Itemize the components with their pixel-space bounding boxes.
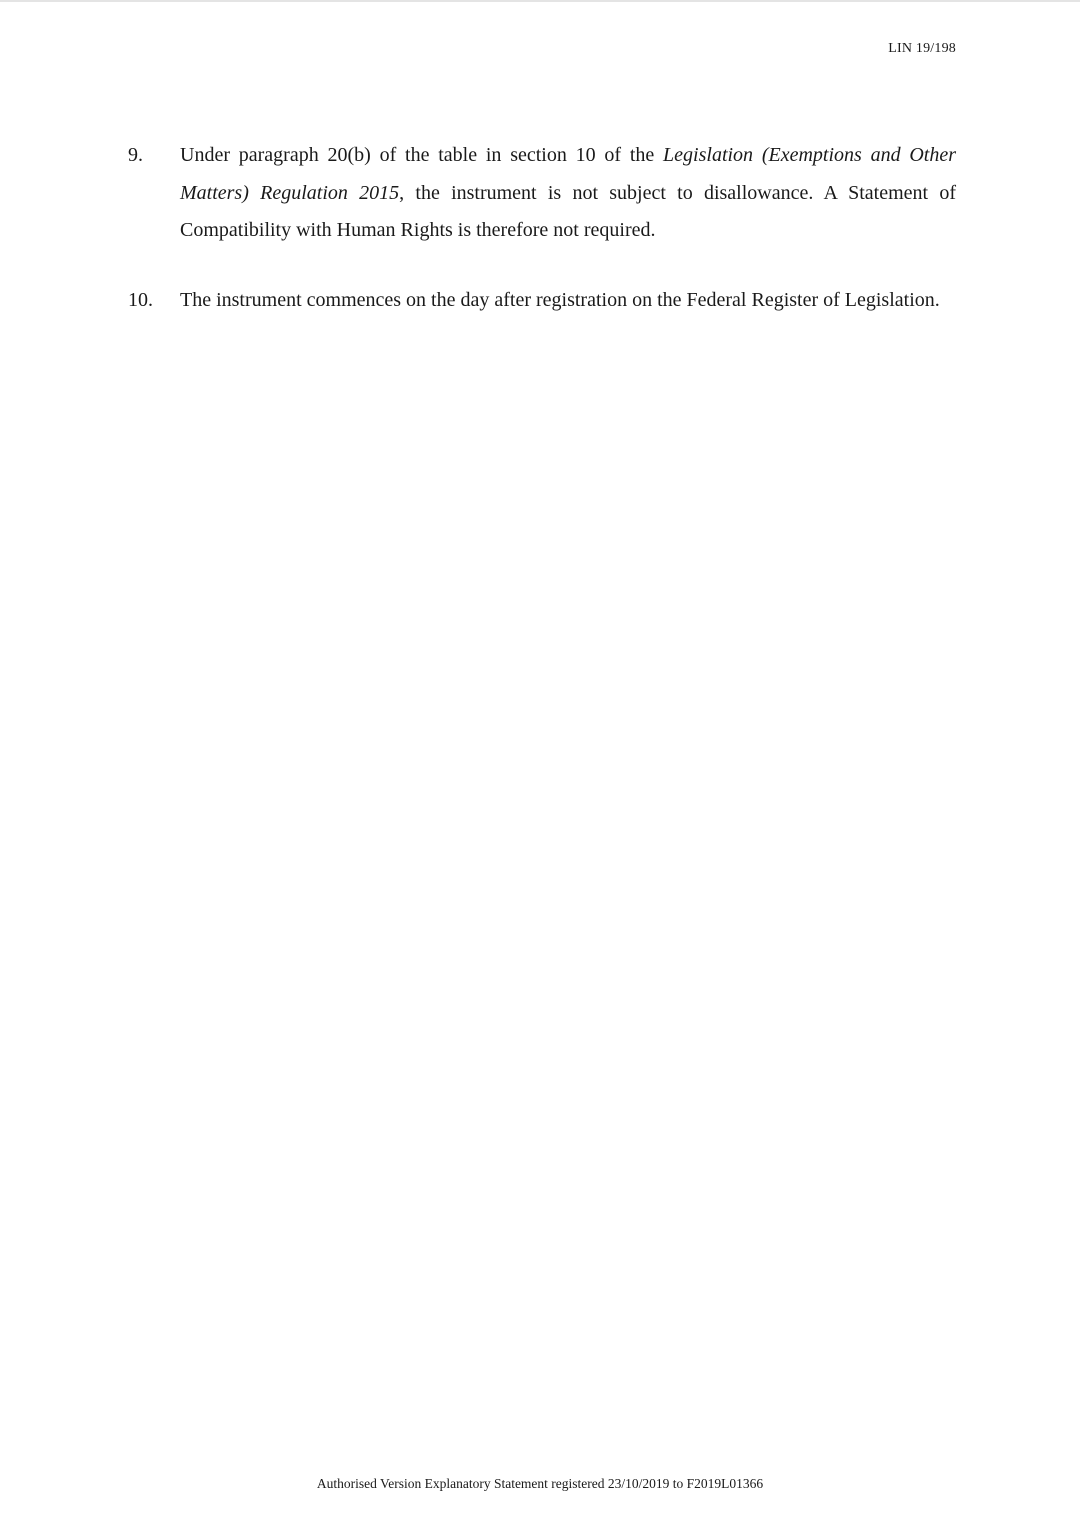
paragraph-text: The instrument commences on the day after registration on the Federal Register of Legislation. [180,289,940,311]
regulation-title: Legislation (Exemptions and Other Matters) Regulation 2015 [180,144,957,204]
paragraph-number: 10. [128,289,153,311]
paragraph-text [180,137,956,250]
paragraph-text-lead: Under paragraph 20(b) of the table in section 10 of the [180,144,664,166]
page-top-border [0,0,1080,2]
document-reference: LIN 19/198 [888,41,956,56]
paragraph-number: 9. [128,144,143,166]
page-footer: Authorised Version Explanatory Statement registered 23/10/2019 to F2019L01366 [316,1476,764,1491]
paragraph-text-tail: , the instrument is not subject to disallowance. A Statement of Compatibility with Human Rights is therefore not required. [180,181,956,241]
